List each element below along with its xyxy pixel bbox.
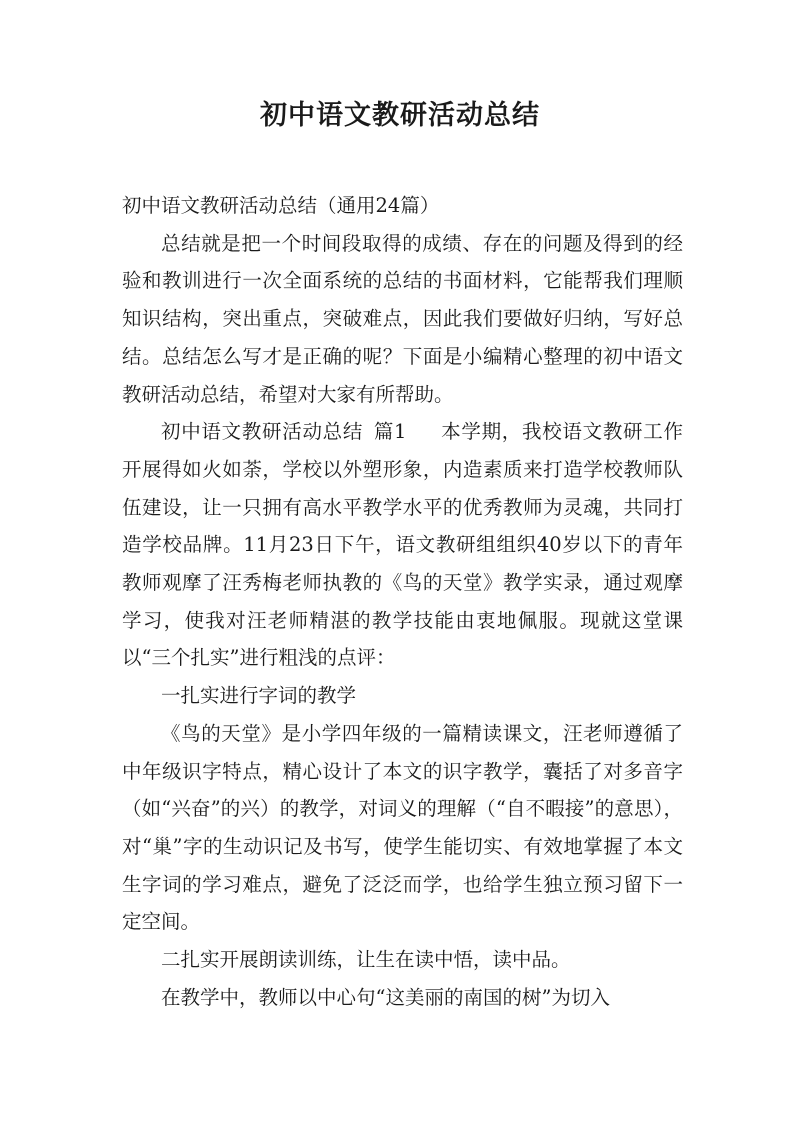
section-1-number: 篇1 xyxy=(373,420,407,444)
point-2-paragraph: 在教学中，教师以中心句“这美丽的南国的树”为切入 xyxy=(161,985,610,1009)
document-subtitle: 初中语文教研活动总结（通用24篇） xyxy=(122,194,440,217)
intro-paragraph: 总结就是把一个时间段取得的成绩、存在的问题及得到的经验和教训进行一次全面系统的总结的书面材料，它能帮我们理顺知识结构，突出重点，突破难点，因此我们要做好归纳，写好总结。总结怎么写才是正确的呢？下面是小编精心整理的初中语文教研活动总结，希望对大家有所帮助。 xyxy=(122,231,683,406)
point-1-paragraph: 《鸟的天堂》是小学四年级的一篇精读课文，汪老师遵循了中年级识字特点，精心设计了本文的识字教学，囊括了对多音字（如“兴奋”的兴）的教学，对词义的理解（“自不暇接”的意思），对“巢”字的生动识记及书写，使学生能切实、有效地掌握了本文生字词的学习难点，避免了泛泛而学，也给学生独立预习留下一定空间。 xyxy=(122,721,683,934)
section-1-paragraph xyxy=(122,413,683,677)
document-title: 初中语文教研活动总结 xyxy=(260,100,540,131)
point-2-heading: 二扎实开展朗读训练，让生在读中悟，读中品。 xyxy=(161,948,571,972)
document-body xyxy=(122,187,683,1016)
point-1-heading: 一扎实进行字词的教学 xyxy=(161,684,357,708)
section-1-text: 本学期，我校语文教研工作开展得如火如荼，学校以外塑形象，内造素质来打造学校教师队伍建设，让一只拥有高水平教学水平的优秀教师为灵魂，共同打造学校品牌。11月23日下午，语文教研组组织40岁以下的青年教师观摩了汪秀梅老师执教的《鸟的天堂》教学实录，通过观摩学习，使我对汪老师精湛的教学技能由衷地佩服。现就这堂课以“三个扎实”进行粗浅的点评： xyxy=(122,420,683,670)
section-1-heading: 初中语文教研活动总结 xyxy=(161,420,364,444)
